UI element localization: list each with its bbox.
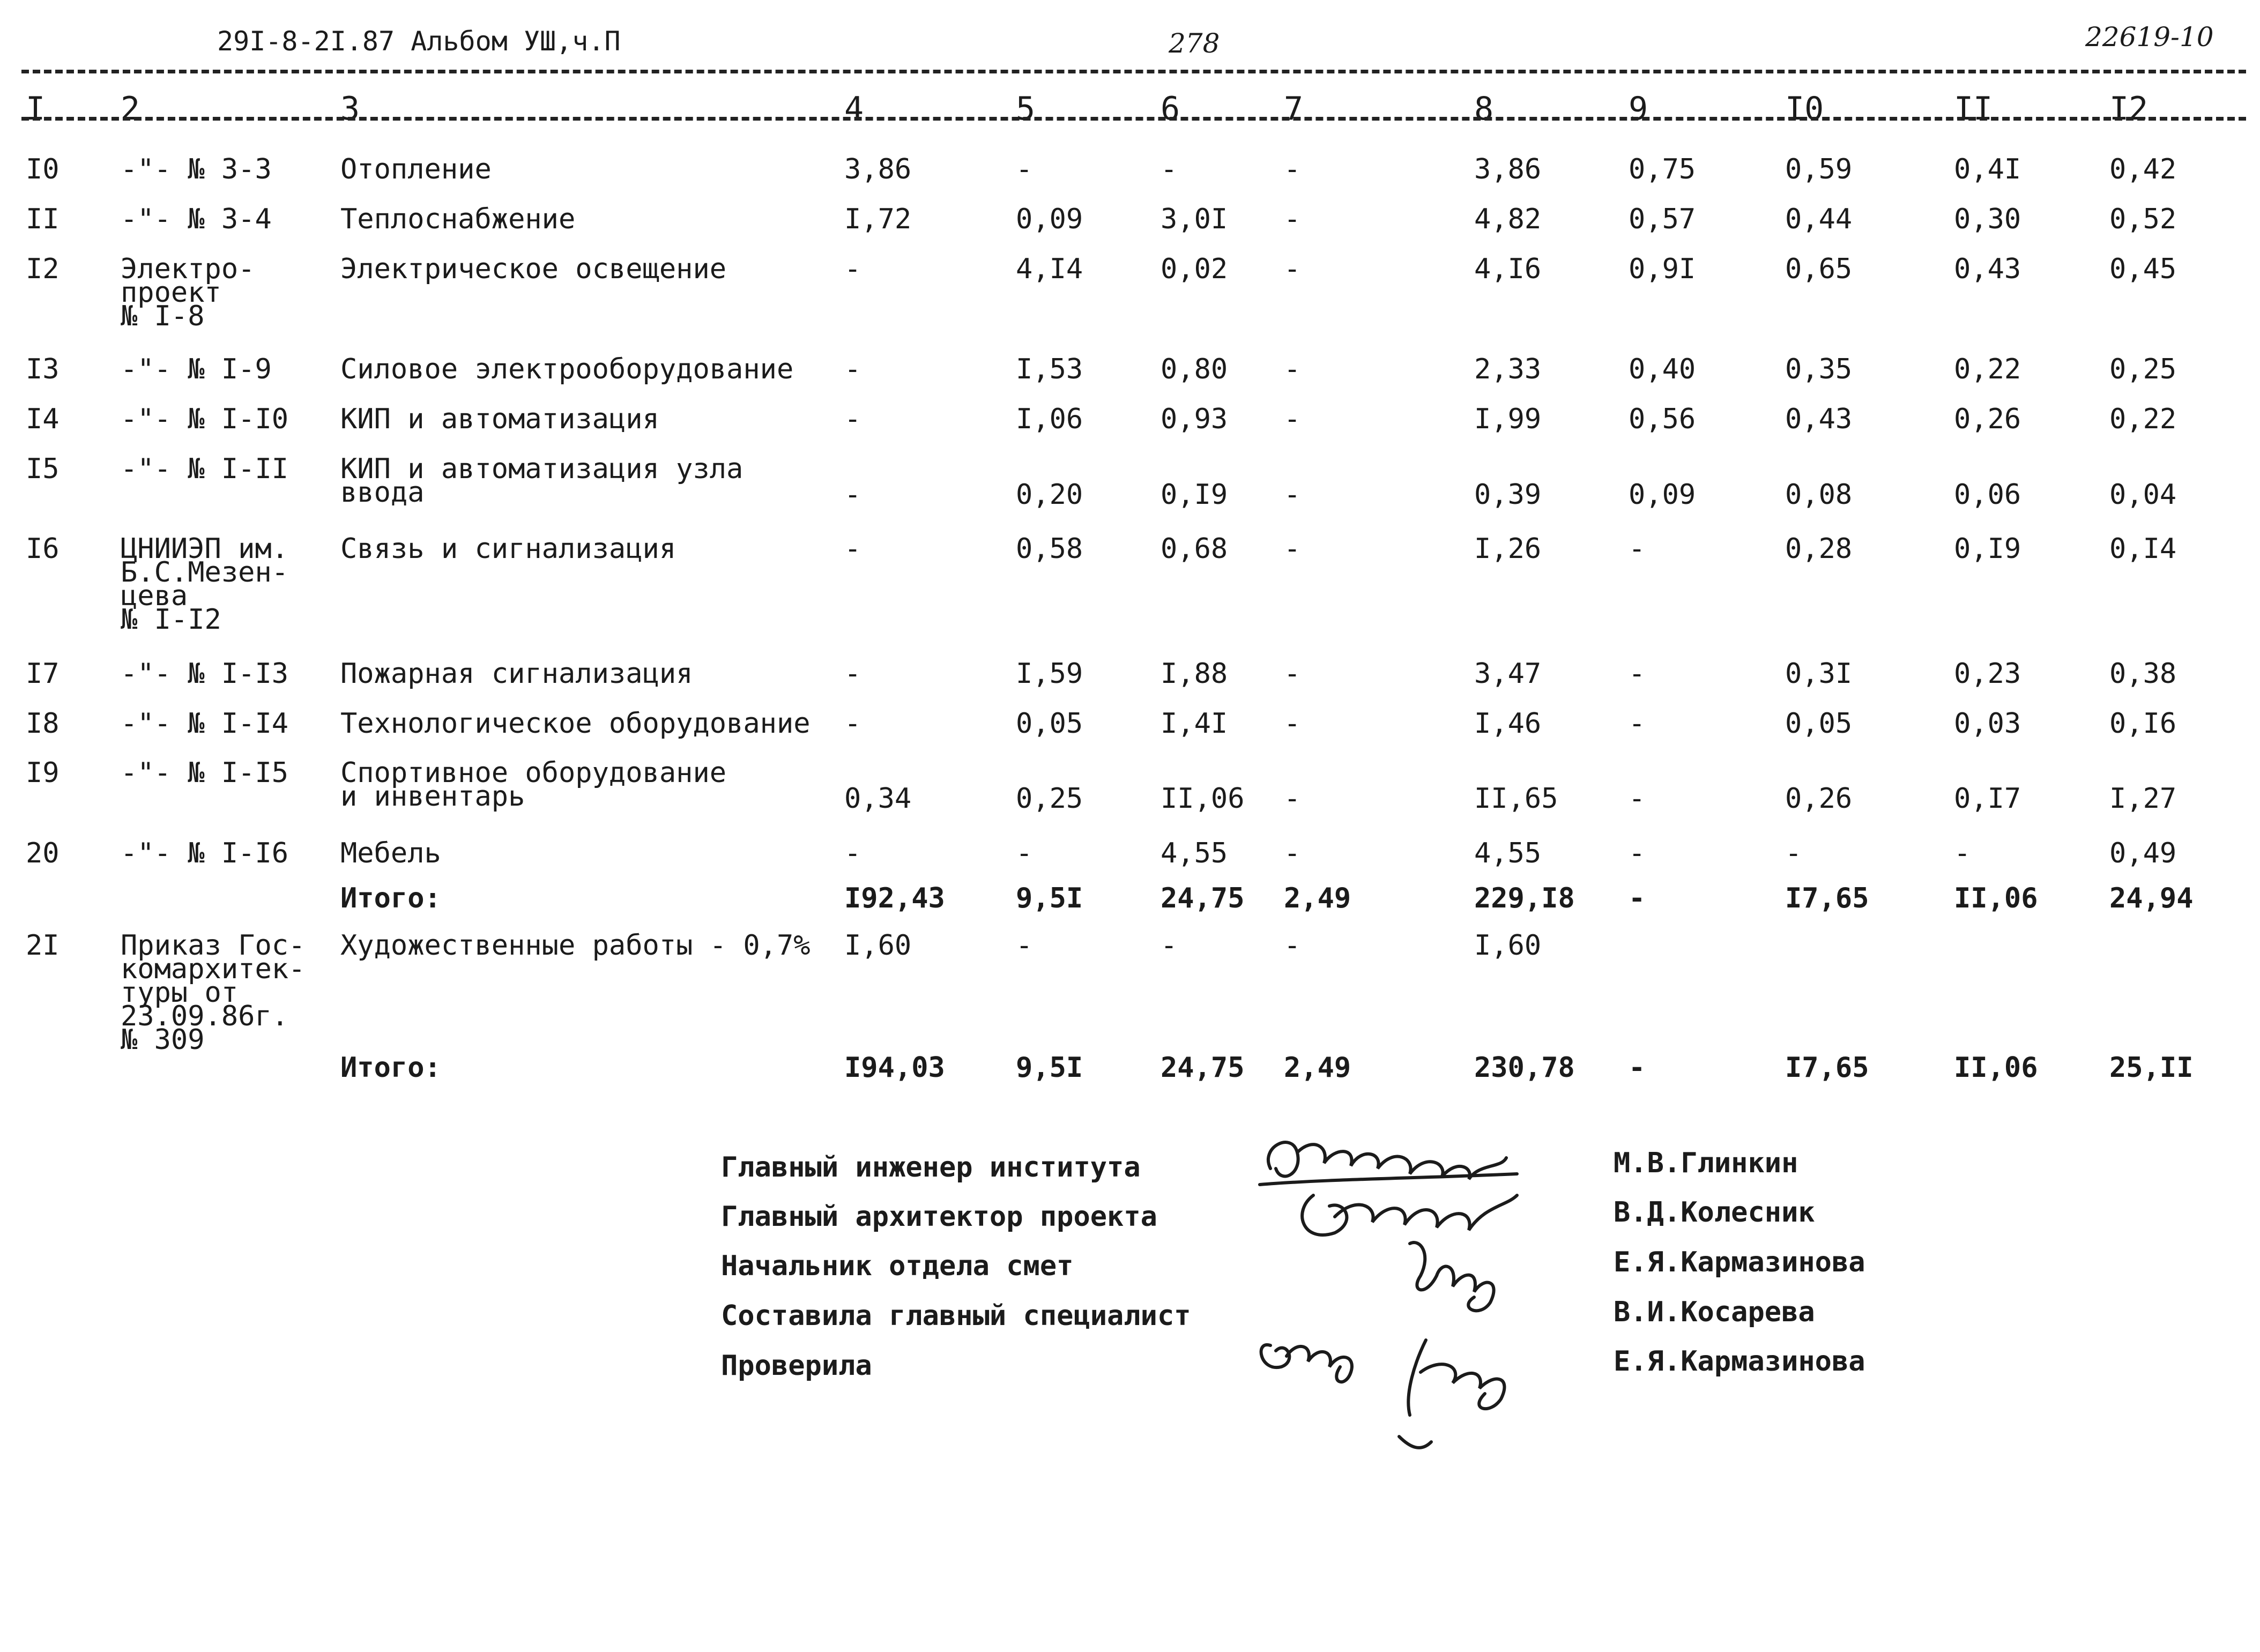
value-cell: - — [1629, 882, 1646, 914]
value-cell: I,53 — [1016, 353, 1083, 385]
value-cell: 24,75 — [1161, 1052, 1245, 1084]
source-reference: -"- № I-I3 — [121, 658, 289, 690]
value-cell: 0,I9 — [1954, 533, 2021, 565]
row-number: I4 — [26, 403, 60, 435]
value-cell: I7,65 — [1785, 882, 1869, 914]
value-cell: - — [1629, 533, 1646, 565]
value-cell: 0,22 — [1954, 353, 2021, 385]
value-cell: I,4I — [1161, 708, 1228, 740]
value-cell: 3,47 — [1474, 658, 1542, 690]
value-cell: 0,02 — [1161, 253, 1228, 285]
value-cell: I,06 — [1016, 403, 1083, 435]
source-reference: -"- № I-I4 — [121, 708, 289, 740]
value-cell: 0,58 — [1016, 533, 1083, 565]
row-number: 20 — [26, 837, 60, 869]
value-cell: - — [1629, 658, 1646, 690]
value-cell: 0,I7 — [1954, 783, 2021, 815]
column-number: 5 — [1016, 90, 1036, 128]
value-cell: 3,86 — [844, 153, 912, 185]
value-cell: 0,43 — [1785, 403, 1853, 435]
total-label: Итого: — [340, 882, 441, 914]
value-cell: 24,94 — [2109, 882, 2194, 914]
source-reference: -"- № I-I0 — [121, 403, 289, 435]
value-cell: - — [1629, 837, 1646, 869]
value-cell: I,46 — [1474, 708, 1542, 740]
value-cell: 0,03 — [1954, 708, 2021, 740]
work-name: ввода — [340, 477, 425, 509]
work-name: Художественные работы - 0,7% — [340, 929, 811, 962]
value-cell: 4,82 — [1474, 203, 1542, 235]
value-cell: 2,33 — [1474, 353, 1542, 385]
value-cell: I92,43 — [844, 882, 945, 914]
signatory-name: В.Д.Колесник — [1614, 1196, 1815, 1229]
column-number: 8 — [1474, 90, 1494, 128]
value-cell: 0,08 — [1785, 479, 1853, 511]
value-cell: 0,05 — [1016, 708, 1083, 740]
work-name: Силовое электрооборудование — [340, 353, 794, 385]
value-cell: - — [1284, 253, 1301, 285]
value-cell: 9,5I — [1016, 1052, 1083, 1084]
work-name: КИП и автоматизация узла — [340, 453, 744, 485]
value-cell: 25,II — [2109, 1052, 2194, 1084]
value-cell: - — [1284, 153, 1301, 185]
signatory-name: Е.Я.Кармазинова — [1614, 1345, 1865, 1378]
value-cell: 0,26 — [1954, 403, 2021, 435]
value-cell: 0,35 — [1785, 353, 1853, 385]
value-cell: I,26 — [1474, 533, 1542, 565]
value-cell: 230,78 — [1474, 1052, 1575, 1084]
value-cell: I,27 — [2109, 783, 2177, 815]
value-cell: I,72 — [844, 203, 912, 235]
value-cell: 2,49 — [1284, 1052, 1351, 1084]
work-name: Спортивное оборудование — [340, 757, 727, 789]
source-reference: № I-8 — [121, 300, 205, 332]
value-cell: 2,49 — [1284, 882, 1351, 914]
value-cell: - — [1284, 837, 1301, 869]
value-cell: 0,93 — [1161, 403, 1228, 435]
row-number: I3 — [26, 353, 60, 385]
value-cell: - — [1284, 533, 1301, 565]
source-reference: Б.С.Мезен- — [121, 556, 289, 589]
source-reference: проект — [121, 277, 221, 309]
value-cell: - — [1284, 403, 1301, 435]
value-cell: - — [1629, 708, 1646, 740]
value-cell: 9,5I — [1016, 882, 1083, 914]
source-reference: № I-I2 — [121, 604, 221, 636]
value-cell: 24,75 — [1161, 882, 1245, 914]
value-cell: 4,55 — [1161, 837, 1228, 869]
signatory-name: Е.Я.Кармазинова — [1614, 1246, 1865, 1278]
value-cell: 0,43 — [1954, 253, 2021, 285]
source-reference: -"- № 3-4 — [121, 203, 272, 235]
column-number: 6 — [1161, 90, 1180, 128]
signatory-title: Главный инженер института — [721, 1151, 1141, 1184]
work-name: Теплоснабжение — [340, 203, 576, 235]
value-cell: - — [844, 479, 861, 511]
value-cell: II,06 — [1954, 882, 2038, 914]
value-cell: 0,38 — [2109, 658, 2177, 690]
source-reference: Приказ Гос- — [121, 929, 306, 962]
value-cell: 4,I6 — [1474, 253, 1542, 285]
column-number: II — [1954, 90, 1993, 128]
value-cell: - — [1954, 837, 1971, 869]
value-cell: 0,59 — [1785, 153, 1853, 185]
value-cell: 0,80 — [1161, 353, 1228, 385]
value-cell: 0,56 — [1629, 403, 1696, 435]
column-number: I2 — [2109, 90, 2149, 128]
signatory-title: Составила главный специалист — [721, 1300, 1191, 1332]
value-cell: 0,3I — [1785, 658, 1853, 690]
value-cell: - — [1284, 203, 1301, 235]
header-dashed-rule — [21, 117, 2246, 121]
total-label: Итого: — [340, 1052, 441, 1084]
value-cell: 0,23 — [1954, 658, 2021, 690]
source-reference: туры от — [121, 977, 239, 1009]
row-number: I8 — [26, 708, 60, 740]
row-number: 2I — [26, 929, 60, 962]
value-cell: 0,9I — [1629, 253, 1696, 285]
value-cell: 0,I9 — [1161, 479, 1228, 511]
value-cell: 0,45 — [2109, 253, 2177, 285]
value-cell: - — [1785, 837, 1802, 869]
row-number: I6 — [26, 533, 60, 565]
value-cell: - — [1629, 1052, 1646, 1084]
value-cell: 0,57 — [1629, 203, 1696, 235]
row-number: II — [26, 203, 60, 235]
value-cell: - — [1161, 929, 1178, 962]
source-reference: ЦНИИЭП им. — [121, 533, 289, 565]
value-cell: 0,05 — [1785, 708, 1853, 740]
value-cell: 0,49 — [2109, 837, 2177, 869]
work-name: Пожарная сигнализация — [340, 658, 693, 690]
column-number: 4 — [844, 90, 864, 128]
doc-reference: 29I-8-2I.87 Альбом УШ,ч.П — [217, 26, 621, 57]
column-number: 9 — [1629, 90, 1648, 128]
page-number: 278 — [1169, 28, 1220, 59]
value-cell: 0,06 — [1954, 479, 2021, 511]
source-reference: -"- № I-9 — [121, 353, 272, 385]
value-cell: II,65 — [1474, 783, 1558, 815]
value-cell: I,88 — [1161, 658, 1228, 690]
column-number: I — [26, 90, 46, 128]
row-number: I2 — [26, 253, 60, 285]
signatory-title: Главный архитектор проекта — [721, 1201, 1157, 1233]
source-reference: -"- № I-II — [121, 453, 289, 485]
value-cell: - — [1161, 153, 1178, 185]
source-reference: комархитек- — [121, 953, 306, 985]
value-cell: - — [844, 253, 861, 285]
value-cell: 0,4I — [1954, 153, 2021, 185]
value-cell: - — [1016, 929, 1033, 962]
column-number: I0 — [1785, 90, 1824, 128]
value-cell: - — [844, 837, 861, 869]
column-number: 2 — [121, 90, 140, 128]
value-cell: 0,42 — [2109, 153, 2177, 185]
column-number: 7 — [1284, 90, 1304, 128]
value-cell: - — [1284, 479, 1301, 511]
signatory-title: Проверила — [721, 1350, 872, 1382]
value-cell: - — [1016, 153, 1033, 185]
value-cell: 0,28 — [1785, 533, 1853, 565]
source-reference: Электро- — [121, 253, 255, 285]
work-name: Мебель — [340, 837, 441, 869]
value-cell: 0,34 — [844, 783, 912, 815]
value-cell: 0,09 — [1629, 479, 1696, 511]
value-cell: 0,26 — [1785, 783, 1853, 815]
value-cell: I,59 — [1016, 658, 1083, 690]
value-cell: 4,I4 — [1016, 253, 1083, 285]
value-cell: - — [1284, 783, 1301, 815]
source-reference: -"- № I-I5 — [121, 757, 289, 789]
source-reference: № 309 — [121, 1024, 205, 1056]
value-cell: 0,22 — [2109, 403, 2177, 435]
value-cell: 0,25 — [1016, 783, 1083, 815]
source-reference: -"- № I-I6 — [121, 837, 289, 869]
value-cell: 0,25 — [2109, 353, 2177, 385]
value-cell: - — [1016, 837, 1033, 869]
row-number: I0 — [26, 153, 60, 185]
value-cell: 0,I6 — [2109, 708, 2177, 740]
source-reference: цева — [121, 580, 188, 612]
value-cell: I,60 — [1474, 929, 1542, 962]
value-cell: - — [1284, 353, 1301, 385]
value-cell: 0,68 — [1161, 533, 1228, 565]
value-cell: 3,86 — [1474, 153, 1542, 185]
value-cell: - — [844, 708, 861, 740]
signatory-name: М.В.Глинкин — [1614, 1147, 1798, 1179]
value-cell: II,06 — [1954, 1052, 2038, 1084]
value-cell: - — [844, 403, 861, 435]
document-code: 22619-10 — [2085, 21, 2214, 53]
value-cell: 0,65 — [1785, 253, 1853, 285]
work-name: КИП и автоматизация — [340, 403, 659, 435]
column-number: 3 — [340, 90, 360, 128]
value-cell: - — [1284, 929, 1301, 962]
value-cell: 3,0I — [1161, 203, 1228, 235]
signatory-title: Начальник отдела смет — [721, 1250, 1074, 1282]
value-cell: 0,52 — [2109, 203, 2177, 235]
row-number: I9 — [26, 757, 60, 789]
value-cell: 0,44 — [1785, 203, 1853, 235]
value-cell: 0,20 — [1016, 479, 1083, 511]
value-cell: - — [844, 533, 861, 565]
signatory-name: В.И.Косарева — [1614, 1296, 1815, 1328]
handwritten-signatures — [1249, 1115, 1592, 1458]
value-cell: 0,40 — [1629, 353, 1696, 385]
value-cell: 229,I8 — [1474, 882, 1575, 914]
value-cell: 4,55 — [1474, 837, 1542, 869]
value-cell: - — [844, 658, 861, 690]
source-reference: -"- № 3-3 — [121, 153, 272, 185]
source-reference: 23.09.86г. — [121, 1000, 289, 1032]
value-cell: I,99 — [1474, 403, 1542, 435]
value-cell: 0,75 — [1629, 153, 1696, 185]
value-cell: 0,30 — [1954, 203, 2021, 235]
value-cell: II,06 — [1161, 783, 1245, 815]
work-name: и инвентарь — [340, 780, 525, 813]
value-cell: - — [1284, 708, 1301, 740]
value-cell: 0,39 — [1474, 479, 1542, 511]
value-cell: I,60 — [844, 929, 912, 962]
work-name: Связь и сигнализация — [340, 533, 676, 565]
work-name: Технологическое оборудование — [340, 708, 811, 740]
value-cell: - — [1284, 658, 1301, 690]
value-cell: I7,65 — [1785, 1052, 1869, 1084]
value-cell: 0,09 — [1016, 203, 1083, 235]
value-cell: - — [1629, 783, 1646, 815]
value-cell: I94,03 — [844, 1052, 945, 1084]
work-name: Отопление — [340, 153, 492, 185]
value-cell: 0,I4 — [2109, 533, 2177, 565]
value-cell: 0,04 — [2109, 479, 2177, 511]
value-cell: - — [844, 353, 861, 385]
row-number: I7 — [26, 658, 60, 690]
work-name: Электрическое освещение — [340, 253, 727, 285]
top-dashed-rule — [21, 70, 2246, 73]
row-number: I5 — [26, 453, 60, 485]
